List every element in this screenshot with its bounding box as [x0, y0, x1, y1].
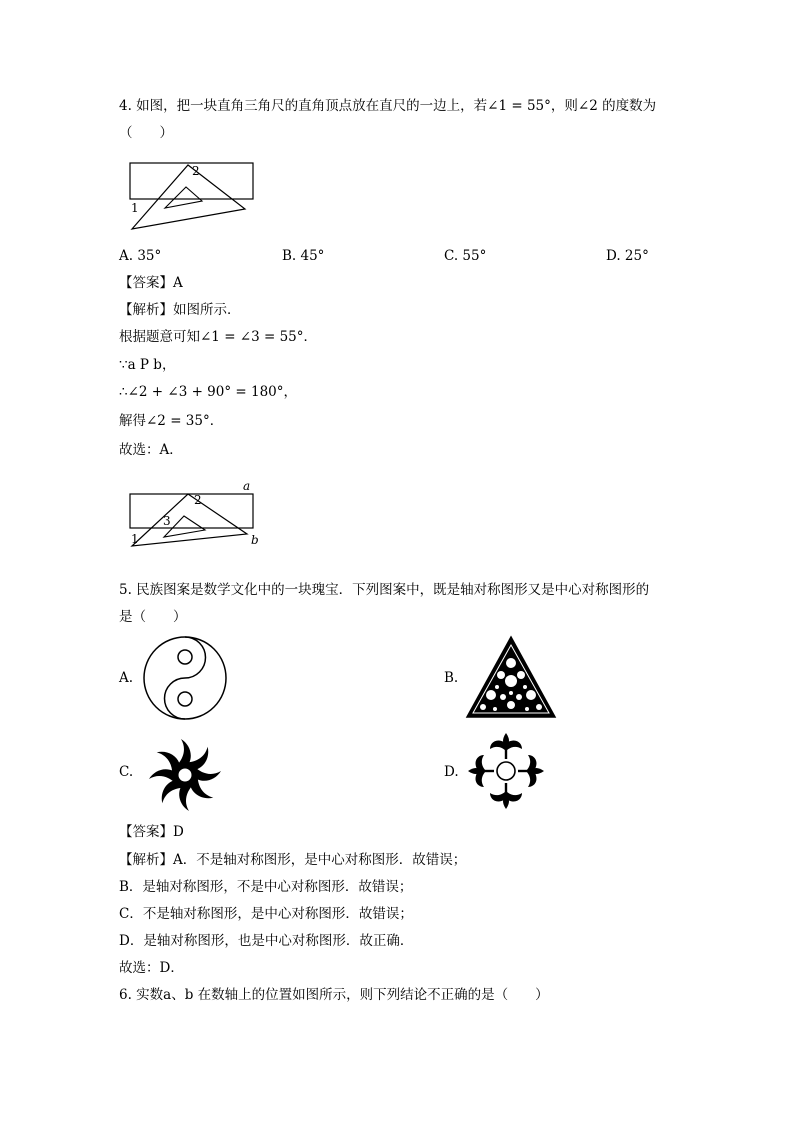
q4-figure-1 [120, 155, 260, 235]
angle-2-label: 2 [194, 493, 202, 507]
q4-analysis-1: 根据题意可知∠1 = ∠3 = 55°． [119, 329, 318, 345]
q4-analysis-5: 故选：A． [119, 442, 183, 458]
yin-yang-icon [142, 635, 228, 721]
angle-2-label: 2 [192, 164, 200, 178]
q5-analysis-3: D．是轴对称图形，也是中心对称图形．故正确． [119, 933, 414, 949]
q4-option-c: C. 55° [444, 248, 487, 264]
q5-stem-line1: 5. 民族图案是数学文化中的一块瑰宝．下列图案中，既是轴对称图形又是中心对称图形的 [119, 582, 650, 598]
q4-option-b: B. 45° [282, 248, 325, 264]
four-leaf-cross-icon [466, 731, 546, 811]
q5-option-b-label: B. [444, 670, 459, 686]
q5-analysis-1: B．是轴对称图形，不是中心对称图形．故错误； [119, 879, 413, 895]
q4-analysis-0: 【解析】如图所示． [119, 302, 241, 318]
q4-analysis-4: 解得∠2 = 35°． [119, 413, 224, 429]
label-a: a [243, 479, 251, 493]
q4-stem-line2: （ ） [119, 125, 173, 141]
q5-analysis-4: 故选：D． [119, 960, 184, 976]
q4-option-a: A. 35° [119, 248, 162, 264]
q4-answer: 【答案】A [119, 275, 183, 291]
q5-answer: 【答案】D [119, 824, 184, 840]
angle-1-label: 1 [131, 201, 139, 215]
angle-1-label: 1 [131, 532, 139, 546]
q5-analysis-2: C．不是轴对称图形，是中心对称图形．故错误； [119, 906, 413, 922]
q4-option-d: D. 25° [606, 248, 649, 264]
q4-analysis-2: ∵a P b， [119, 357, 176, 373]
label-b: b [251, 533, 259, 547]
q4-analysis-3: ∴∠2 + ∠3 + 90° = 180°， [119, 384, 298, 400]
ruler [130, 494, 253, 528]
q5-analysis-0: 【解析】A．不是轴对称图形，是中心对称图形．故错误； [119, 852, 467, 868]
pinwheel-flower-icon [145, 735, 225, 815]
angle-3-label: 3 [163, 514, 171, 528]
q6-stem-line1: 6. 实数a、b 在数轴上的位置如图所示，则下列结论不正确的是（ ） [119, 987, 549, 1003]
ornamental-triangle-icon [465, 635, 557, 719]
q5-option-a-label: A. [119, 670, 134, 686]
q5-option-c-label: C. [119, 764, 134, 780]
triangle-inner [165, 187, 202, 208]
q4-figure-2 [120, 480, 270, 560]
q5-stem-line2: 是（ ） [119, 609, 187, 625]
q5-option-d-label: D. [444, 764, 459, 780]
triangle-outer [132, 165, 245, 229]
q4-stem-line1: 4. 如图，把一块直角三角尺的直角顶点放在直尺的一边上，若∠1 = 55°，则∠2 的度数为 [119, 98, 657, 114]
